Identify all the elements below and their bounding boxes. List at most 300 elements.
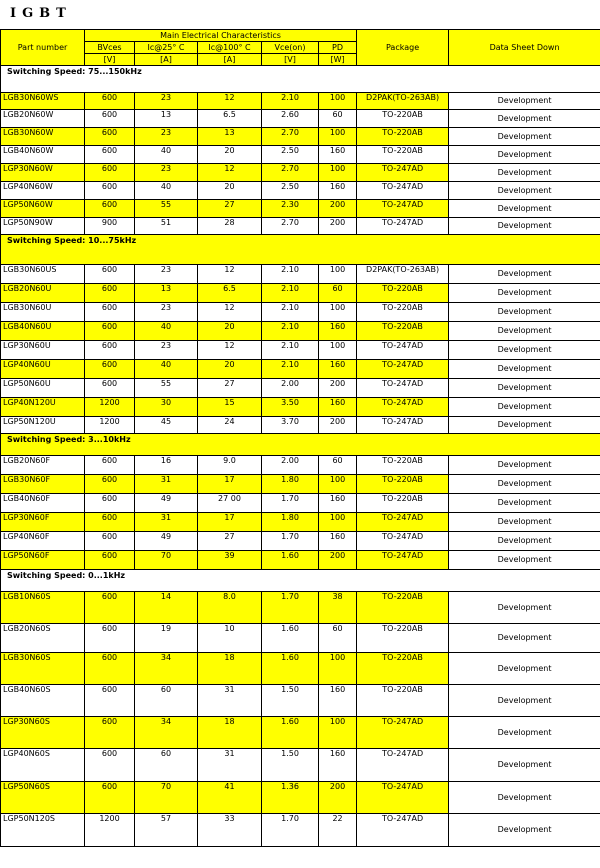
- ic100-cell: 20: [198, 182, 262, 200]
- bvces-cell: 900: [85, 218, 135, 235]
- vce-on-cell: 2.70: [262, 164, 319, 182]
- vce-on-cell: 2.30: [262, 200, 319, 218]
- package-cell: TO-247AD: [357, 218, 449, 235]
- package-cell: TO-220AB: [357, 284, 449, 303]
- table-row: [1, 128, 600, 146]
- section-row: [1, 235, 600, 265]
- table-row: [1, 379, 600, 398]
- table-row: [1, 164, 600, 182]
- header-ic25-unit: [A]: [135, 54, 198, 66]
- ic100-cell: 39: [198, 551, 262, 570]
- bvces-cell: 1200: [85, 417, 135, 434]
- datasheet-cell[interactable]: Development: [449, 146, 600, 164]
- pd-cell: 100: [319, 93, 357, 110]
- datasheet-cell[interactable]: Development: [449, 814, 600, 847]
- datasheet-cell[interactable]: Development: [449, 653, 600, 685]
- package-cell: TO-247AD: [357, 532, 449, 551]
- vce-on-cell: 2.10: [262, 265, 319, 284]
- datasheet-cell[interactable]: Development: [449, 717, 600, 749]
- package-cell: TO-220AB: [357, 592, 449, 624]
- ic100-cell: 12: [198, 303, 262, 322]
- package-cell: TO-247AD: [357, 379, 449, 398]
- table-row: [1, 592, 600, 624]
- part-number-cell: LGB30N60WS: [1, 93, 85, 110]
- datasheet-cell[interactable]: Development: [449, 398, 600, 417]
- table-row: [1, 146, 600, 164]
- ic25-cell: 57: [135, 814, 198, 847]
- table-row: [1, 265, 600, 284]
- pd-cell: 200: [319, 417, 357, 434]
- table-row: [1, 322, 600, 341]
- part-number-cell: LGB40N60W: [1, 146, 85, 164]
- pd-cell: 200: [319, 218, 357, 235]
- datasheet-cell[interactable]: Development: [449, 456, 600, 475]
- ic100-cell: 18: [198, 717, 262, 749]
- vce-on-cell: 1.60: [262, 653, 319, 685]
- vce-on-cell: 1.60: [262, 624, 319, 653]
- vce-on-cell: 1.70: [262, 592, 319, 624]
- header-bvces: BVces: [85, 42, 135, 54]
- ic25-cell: 55: [135, 200, 198, 218]
- ic25-cell: 13: [135, 284, 198, 303]
- vce-on-cell: 1.60: [262, 551, 319, 570]
- bvces-cell: 600: [85, 322, 135, 341]
- ic25-cell: 40: [135, 182, 198, 200]
- part-number-cell: LGB20N60S: [1, 624, 85, 653]
- datasheet-cell[interactable]: Development: [449, 360, 600, 379]
- ic25-cell: 40: [135, 360, 198, 379]
- part-number-cell: LGB20N60F: [1, 456, 85, 475]
- table-row: [1, 417, 600, 434]
- package-cell: TO-220AB: [357, 146, 449, 164]
- ic100-cell: 12: [198, 341, 262, 360]
- part-number-cell: LGP40N60F: [1, 532, 85, 551]
- pd-cell: 200: [319, 551, 357, 570]
- part-number-cell: LGP30N60U: [1, 341, 85, 360]
- bvces-cell: 600: [85, 456, 135, 475]
- ic25-cell: 23: [135, 93, 198, 110]
- pd-cell: 160: [319, 398, 357, 417]
- package-cell: TO-220AB: [357, 494, 449, 513]
- vce-on-cell: 1.50: [262, 749, 319, 782]
- datasheet-cell[interactable]: Development: [449, 164, 600, 182]
- ic25-cell: 23: [135, 341, 198, 360]
- table-row: [1, 749, 600, 782]
- bvces-cell: 600: [85, 532, 135, 551]
- part-number-cell: LGB20N60U: [1, 284, 85, 303]
- ic100-cell: 31: [198, 685, 262, 717]
- table-row: [1, 653, 600, 685]
- ic100-cell: 13: [198, 128, 262, 146]
- part-number-cell: LGB40N60U: [1, 322, 85, 341]
- package-cell: TO-220AB: [357, 110, 449, 128]
- ic100-cell: 17: [198, 513, 262, 532]
- table-row: [1, 456, 600, 475]
- pd-cell: 160: [319, 322, 357, 341]
- ic100-cell: 8.0: [198, 592, 262, 624]
- bvces-cell: 600: [85, 128, 135, 146]
- vce-on-cell: 2.10: [262, 284, 319, 303]
- header-vce-on: Vce(on): [262, 42, 319, 54]
- ic25-cell: 49: [135, 532, 198, 551]
- section-title: Switching Speed: 3...10kHz: [1, 434, 600, 456]
- datasheet-cell[interactable]: Development: [449, 128, 600, 146]
- datasheet-cell[interactable]: Development: [449, 265, 600, 284]
- section-title: Switching Speed: 0...1kHz: [1, 570, 600, 592]
- datasheet-cell[interactable]: Development: [449, 749, 600, 782]
- ic25-cell: 40: [135, 322, 198, 341]
- bvces-cell: 600: [85, 782, 135, 814]
- datasheet-cell[interactable]: Development: [449, 475, 600, 494]
- part-number-cell: LGB40N60S: [1, 685, 85, 717]
- ic100-cell: 33: [198, 814, 262, 847]
- ic100-cell: 9.0: [198, 456, 262, 475]
- pd-cell: 100: [319, 164, 357, 182]
- ic100-cell: 20: [198, 146, 262, 164]
- pd-cell: 160: [319, 182, 357, 200]
- bvces-cell: 600: [85, 182, 135, 200]
- datasheet-cell[interactable]: Development: [449, 513, 600, 532]
- package-cell: TO-220AB: [357, 653, 449, 685]
- table-row: [1, 200, 600, 218]
- vce-on-cell: 2.10: [262, 360, 319, 379]
- table-row: [1, 284, 600, 303]
- bvces-cell: 600: [85, 164, 135, 182]
- vce-on-cell: 2.50: [262, 182, 319, 200]
- table-row: [1, 110, 600, 128]
- pd-cell: 22: [319, 814, 357, 847]
- package-cell: TO-247AD: [357, 814, 449, 847]
- ic100-cell: 27: [198, 200, 262, 218]
- ic100-cell: 20: [198, 322, 262, 341]
- datasheet-cell[interactable]: Development: [449, 110, 600, 128]
- vce-on-cell: 1.50: [262, 685, 319, 717]
- vce-on-cell: 1.70: [262, 494, 319, 513]
- ic100-cell: 6.5: [198, 110, 262, 128]
- bvces-cell: 600: [85, 653, 135, 685]
- header-part-number: Part number: [1, 30, 85, 66]
- table-row: [1, 182, 600, 200]
- bvces-cell: 600: [85, 551, 135, 570]
- datasheet-cell[interactable]: Development: [449, 685, 600, 717]
- part-number-cell: LGP40N120U: [1, 398, 85, 417]
- vce-on-cell: 2.70: [262, 218, 319, 235]
- package-cell: TO-220AB: [357, 322, 449, 341]
- datasheet-cell[interactable]: Development: [449, 93, 600, 110]
- vce-on-cell: 2.10: [262, 322, 319, 341]
- part-number-cell: LGP50N60W: [1, 200, 85, 218]
- pd-cell: 160: [319, 532, 357, 551]
- ic25-cell: 23: [135, 303, 198, 322]
- pd-cell: 160: [319, 146, 357, 164]
- package-cell: TO-247AD: [357, 717, 449, 749]
- part-number-cell: LGB20N60W: [1, 110, 85, 128]
- vce-on-cell: 1.60: [262, 717, 319, 749]
- vce-on-cell: 1.70: [262, 814, 319, 847]
- bvces-cell: 600: [85, 513, 135, 532]
- header-package: Package: [357, 30, 449, 66]
- header-ic25: Ic@25° C: [135, 42, 198, 54]
- part-number-cell: LGP50N120S: [1, 814, 85, 847]
- pd-cell: 200: [319, 782, 357, 814]
- package-cell: TO-247AD: [357, 182, 449, 200]
- package-cell: TO-247AD: [357, 164, 449, 182]
- ic25-cell: 23: [135, 164, 198, 182]
- vce-on-cell: 2.00: [262, 379, 319, 398]
- ic100-cell: 15: [198, 398, 262, 417]
- vce-on-cell: 2.50: [262, 146, 319, 164]
- part-number-cell: LGB30N60F: [1, 475, 85, 494]
- header-datasheet: Data Sheet Down: [449, 30, 600, 66]
- bvces-cell: 1200: [85, 814, 135, 847]
- ic100-cell: 27: [198, 379, 262, 398]
- part-number-cell: LGB30N60S: [1, 653, 85, 685]
- ic100-cell: 12: [198, 265, 262, 284]
- package-cell: D2PAK(TO-263AB): [357, 265, 449, 284]
- bvces-cell: 600: [85, 200, 135, 218]
- datasheet-cell[interactable]: Development: [449, 592, 600, 624]
- ic25-cell: 60: [135, 685, 198, 717]
- vce-on-cell: 3.70: [262, 417, 319, 434]
- part-number-cell: LGP30N60F: [1, 513, 85, 532]
- part-number-cell: LGP30N60W: [1, 164, 85, 182]
- bvces-cell: 600: [85, 379, 135, 398]
- table-row: [1, 360, 600, 379]
- package-cell: TO-247AD: [357, 200, 449, 218]
- ic25-cell: 49: [135, 494, 198, 513]
- bvces-cell: 600: [85, 146, 135, 164]
- section-title: Switching Speed: 10...75kHz: [1, 235, 600, 265]
- pd-cell: 100: [319, 341, 357, 360]
- datasheet-cell[interactable]: Development: [449, 624, 600, 653]
- package-cell: TO-247AD: [357, 513, 449, 532]
- ic25-cell: 23: [135, 265, 198, 284]
- vce-on-cell: 2.00: [262, 456, 319, 475]
- ic100-cell: 31: [198, 749, 262, 782]
- bvces-cell: 600: [85, 341, 135, 360]
- datasheet-cell[interactable]: Development: [449, 417, 600, 434]
- datasheet-cell[interactable]: Development: [449, 379, 600, 398]
- pd-cell: 60: [319, 456, 357, 475]
- package-cell: TO-220AB: [357, 624, 449, 653]
- package-cell: TO-247AD: [357, 398, 449, 417]
- table-row: [1, 475, 600, 494]
- section-row: [1, 570, 600, 592]
- vce-on-cell: 1.36: [262, 782, 319, 814]
- package-cell: D2PAK(TO-263AB): [357, 93, 449, 110]
- vce-on-cell: 2.60: [262, 110, 319, 128]
- package-cell: TO-220AB: [357, 475, 449, 494]
- header-bvces-unit: [V]: [85, 54, 135, 66]
- table-row: [1, 513, 600, 532]
- pd-cell: 200: [319, 200, 357, 218]
- bvces-cell: 600: [85, 749, 135, 782]
- ic25-cell: 40: [135, 146, 198, 164]
- section-title: Switching Speed: 75...150kHz: [1, 66, 600, 93]
- pd-cell: 200: [319, 379, 357, 398]
- part-number-cell: LGP50N60F: [1, 551, 85, 570]
- datasheet-cell[interactable]: Development: [449, 200, 600, 218]
- ic25-cell: 31: [135, 475, 198, 494]
- header-ic100: Ic@100° C: [198, 42, 262, 54]
- table-row: [1, 341, 600, 360]
- package-cell: TO-247AD: [357, 360, 449, 379]
- datasheet-cell[interactable]: Development: [449, 322, 600, 341]
- ic100-cell: 24: [198, 417, 262, 434]
- ic100-cell: 18: [198, 653, 262, 685]
- bvces-cell: 600: [85, 110, 135, 128]
- bvces-cell: 600: [85, 592, 135, 624]
- ic100-cell: 6.5: [198, 284, 262, 303]
- bvces-cell: 600: [85, 303, 135, 322]
- bvces-cell: 1200: [85, 398, 135, 417]
- part-number-cell: LGP50N60S: [1, 782, 85, 814]
- pd-cell: 100: [319, 265, 357, 284]
- datasheet-cell[interactable]: Development: [449, 551, 600, 570]
- vce-on-cell: 2.10: [262, 93, 319, 110]
- package-cell: TO-220AB: [357, 456, 449, 475]
- header-pd-unit: [W]: [319, 54, 357, 66]
- part-number-cell: LGP50N120U: [1, 417, 85, 434]
- datasheet-cell[interactable]: Development: [449, 494, 600, 513]
- ic100-cell: 17: [198, 475, 262, 494]
- bvces-cell: 600: [85, 685, 135, 717]
- part-number-cell: LGB30N60U: [1, 303, 85, 322]
- bvces-cell: 600: [85, 360, 135, 379]
- part-number-cell: LGP40N60W: [1, 182, 85, 200]
- table-row: [1, 218, 600, 235]
- datasheet-cell[interactable]: Development: [449, 782, 600, 814]
- package-cell: TO-247AD: [357, 782, 449, 814]
- pd-cell: 100: [319, 128, 357, 146]
- table-row: [1, 532, 600, 551]
- section-row: [1, 434, 600, 456]
- ic100-cell: 27: [198, 532, 262, 551]
- ic100-cell: 27 00: [198, 494, 262, 513]
- part-number-cell: LGP50N90W: [1, 218, 85, 235]
- ic100-cell: 12: [198, 93, 262, 110]
- pd-cell: 60: [319, 110, 357, 128]
- header-vce-on-unit: [V]: [262, 54, 319, 66]
- package-cell: TO-247AD: [357, 749, 449, 782]
- ic25-cell: 14: [135, 592, 198, 624]
- ic25-cell: 51: [135, 218, 198, 235]
- ic100-cell: 12: [198, 164, 262, 182]
- bvces-cell: 600: [85, 717, 135, 749]
- pd-cell: 100: [319, 303, 357, 322]
- bvces-cell: 600: [85, 475, 135, 494]
- datasheet-cell[interactable]: Development: [449, 182, 600, 200]
- header-row-group: [1, 30, 600, 42]
- pd-cell: 100: [319, 513, 357, 532]
- ic25-cell: 34: [135, 653, 198, 685]
- table-row: [1, 494, 600, 513]
- ic25-cell: 19: [135, 624, 198, 653]
- table-row: [1, 551, 600, 570]
- vce-on-cell: 1.80: [262, 475, 319, 494]
- table-row: [1, 782, 600, 814]
- part-number-cell: LGP40N60U: [1, 360, 85, 379]
- datasheet-cell[interactable]: Development: [449, 532, 600, 551]
- datasheet-cell[interactable]: Development: [449, 341, 600, 360]
- part-number-cell: LGP40N60S: [1, 749, 85, 782]
- header-main-electrical: Main Electrical Characteristics: [85, 30, 357, 42]
- ic25-cell: 16: [135, 456, 198, 475]
- pd-cell: 60: [319, 624, 357, 653]
- part-number-cell: LGB30N60W: [1, 128, 85, 146]
- ic100-cell: 20: [198, 360, 262, 379]
- part-number-cell: LGB40N60F: [1, 494, 85, 513]
- header-pd: PD: [319, 42, 357, 54]
- pd-cell: 160: [319, 685, 357, 717]
- ic25-cell: 31: [135, 513, 198, 532]
- package-cell: TO-247AD: [357, 341, 449, 360]
- ic25-cell: 45: [135, 417, 198, 434]
- pd-cell: 100: [319, 653, 357, 685]
- igbt-table: [0, 29, 600, 847]
- ic100-cell: 28: [198, 218, 262, 235]
- bvces-cell: 600: [85, 265, 135, 284]
- table-row: [1, 303, 600, 322]
- vce-on-cell: 1.70: [262, 532, 319, 551]
- pd-cell: 38: [319, 592, 357, 624]
- part-number-cell: LGP50N60U: [1, 379, 85, 398]
- pd-cell: 160: [319, 494, 357, 513]
- vce-on-cell: 2.10: [262, 303, 319, 322]
- pd-cell: 160: [319, 360, 357, 379]
- pd-cell: 100: [319, 717, 357, 749]
- package-cell: TO-247AD: [357, 417, 449, 434]
- section-row: [1, 66, 600, 93]
- part-number-cell: LGB10N60S: [1, 592, 85, 624]
- ic100-cell: 41: [198, 782, 262, 814]
- package-cell: TO-220AB: [357, 303, 449, 322]
- ic100-cell: 10: [198, 624, 262, 653]
- table-row: [1, 624, 600, 653]
- table-row: [1, 717, 600, 749]
- vce-on-cell: 3.50: [262, 398, 319, 417]
- part-number-cell: LGP30N60S: [1, 717, 85, 749]
- ic25-cell: 55: [135, 379, 198, 398]
- table-row: [1, 685, 600, 717]
- pd-cell: 100: [319, 475, 357, 494]
- vce-on-cell: 2.10: [262, 341, 319, 360]
- ic25-cell: 70: [135, 551, 198, 570]
- ic25-cell: 70: [135, 782, 198, 814]
- table-row: [1, 814, 600, 847]
- ic25-cell: 30: [135, 398, 198, 417]
- header-ic100-unit: [A]: [198, 54, 262, 66]
- ic25-cell: 34: [135, 717, 198, 749]
- part-number-cell: LGB30N60US: [1, 265, 85, 284]
- bvces-cell: 600: [85, 93, 135, 110]
- table-row: [1, 398, 600, 417]
- datasheet-cell[interactable]: Development: [449, 284, 600, 303]
- pd-cell: 60: [319, 284, 357, 303]
- vce-on-cell: 2.70: [262, 128, 319, 146]
- bvces-cell: 600: [85, 284, 135, 303]
- ic25-cell: 13: [135, 110, 198, 128]
- bvces-cell: 600: [85, 624, 135, 653]
- ic25-cell: 60: [135, 749, 198, 782]
- vce-on-cell: 1.80: [262, 513, 319, 532]
- bvces-cell: 600: [85, 494, 135, 513]
- datasheet-cell[interactable]: Development: [449, 303, 600, 322]
- pd-cell: 160: [319, 749, 357, 782]
- ic25-cell: 23: [135, 128, 198, 146]
- datasheet-cell[interactable]: Development: [449, 218, 600, 235]
- package-cell: TO-220AB: [357, 685, 449, 717]
